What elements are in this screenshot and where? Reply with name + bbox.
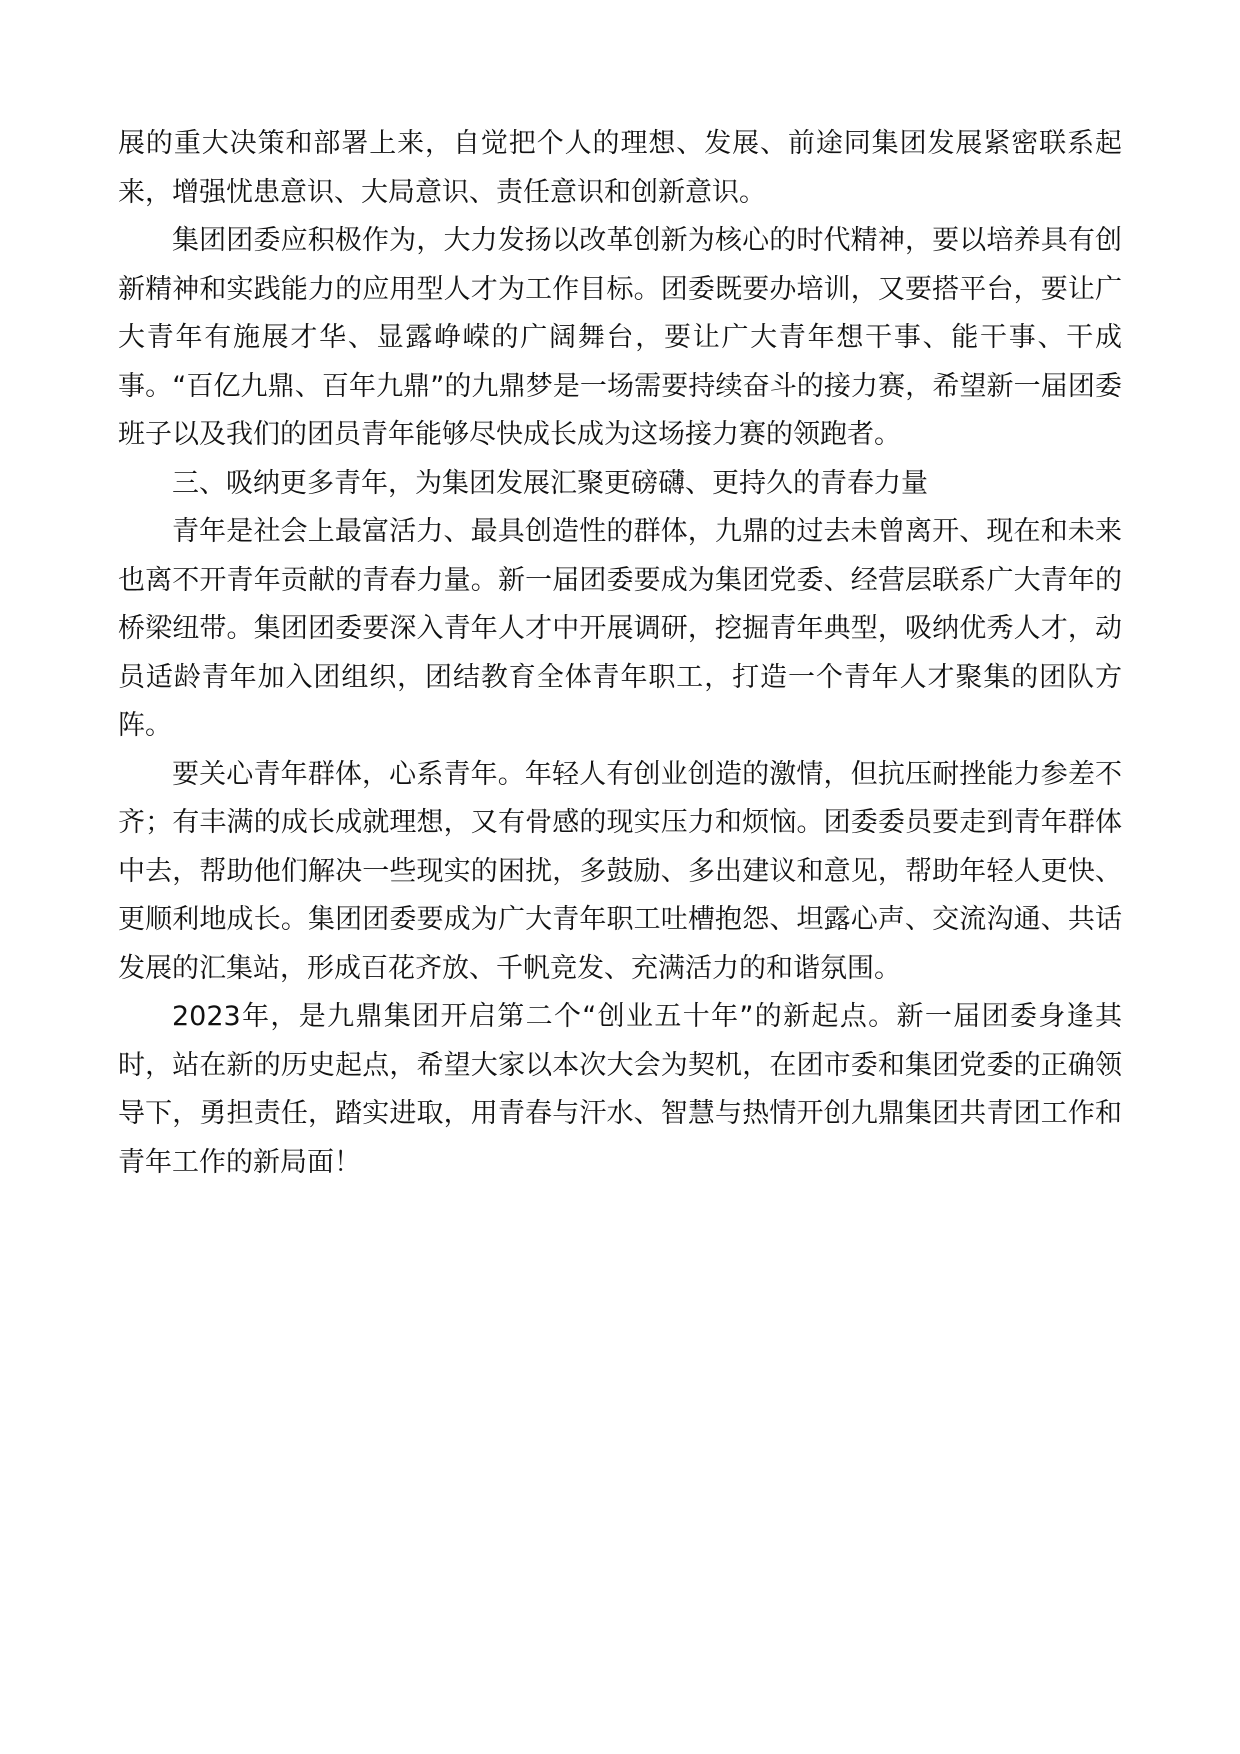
paragraph-continuation: 展的重大决策和部署上来，自觉把个人的理想、发展、前途同集团发展紧密联系起来，增强忧患意识、大局意识、责任意识和创新意识。 (118, 128, 1122, 208)
paragraph-innovation: 集团团委应积极作为，大力发扬以改革创新为核心的时代精神，要以培养具有创新精神和实践能力的应用型人才为工作目标。团委既要办培训，又要搭平台，要让广大青年有施展才华、显露峥嵘的广阔舞台，要让广大青年想干事、能干事、干成事。“百亿九鼎、百年九鼎”的九鼎梦是一场需要持续奋斗的接力赛，希望新一届团委班子以及我们的团员青年能够尽快成长成为这场接力赛的领跑者。 (118, 225, 1122, 450)
paragraph-2023-outlook: 2023年，是九鼎集团开启第二个“创业五十年”的新起点。新一届团委身逢其时，站在新的历史起点，希望大家以本次大会为契机，在团市委和集团党委的正确领导下，勇担责任，踏实进取，用青春与汗水、智慧与热情开创九鼎集团共青团工作和青年工作的新局面！ (118, 1001, 1122, 1178)
paragraph-care-youth: 要关心青年群体，心系青年。年轻人有创业创造的激情，但抗压耐挫能力参差不齐；有丰满的成长成就理想，又有骨感的现实压力和烦恼。团委委员要走到青年群体中去，帮助他们解决一些现实的困扰，多鼓励、多出建议和意见，帮助年轻人更快、更顺利地成长。集团团委要成为广大青年职工吐槽抱怨、坦露心声、交流沟通、共话发展的汇集站，形成百花齐放、千帆竞发、充满活力的和谐氛围。 (118, 758, 1122, 984)
section-heading-three: 三、吸纳更多青年，为集团发展汇聚更磅礴、更持久的青春力量 (172, 467, 928, 499)
document-body (118, 120, 1122, 1187)
paragraph-youth-force: 青年是社会上最富活力、最具创造性的群体，九鼎的过去未曾离开、现在和未来也离不开青年贡献的青春力量。新一届团委要成为集团党委、经营层联系广大青年的桥梁纽带。集团团委要深入青年人才中开展调研，挖掘青年典型，吸纳优秀人才，动员适龄青年加入团组织，团结教育全体青年职工，打造一个青年人才聚集的团队方阵。 (118, 516, 1122, 741)
